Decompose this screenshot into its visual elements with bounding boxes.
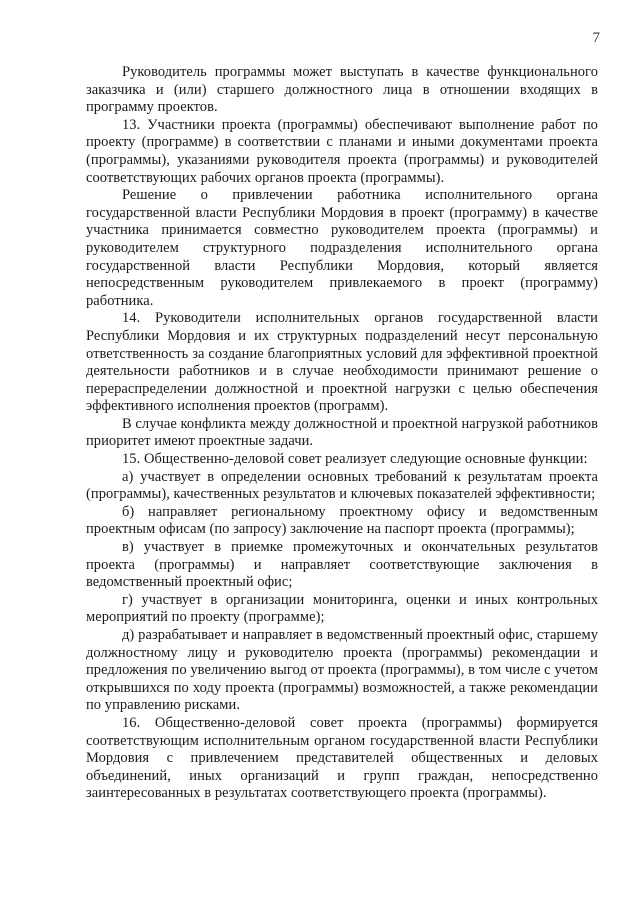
page-number: 7 bbox=[592, 30, 600, 46]
paragraph-13-participants: 13. Участники проекта (программы) обеспечивают выполнение работ по проекту (программе) в соответствии с планами и иными документами проекта (программы), указаниями руководителя проекта (программы) и руководителей соответствующих рабочих органов проекта (программы). bbox=[86, 116, 598, 186]
paragraph-15-item-d: д) разрабатывает и направляет в ведомственный проектный офис, старшему должностному лицу и руководителю проекта (программы) рекомендации и предложения по увеличению выгод от проекта (программы), в том числе с учетом открывшихся по ходу проекта (программы) возможностей, а также рекомендации по управлению рисками. bbox=[86, 627, 598, 714]
paragraph-program-manager: Руководитель программы может выступать в качестве функционального заказчика и (или) старшего должностного лица в отношении входящих в программу проектов. bbox=[86, 64, 598, 116]
paragraph-15-item-a: а) участвует в определении основных требований к результатам проекта (программы), качественных результатов и ключевых показателей эффективности; bbox=[86, 468, 598, 503]
paragraph-13-decision: Решение о привлечении работника исполнительного органа государственной власти Республики Мордовия в проект (программу) в качестве участника принимается совместно руководителем проекта (программы) и руководителем структурного подразделения исполнительного органа государственной власти Республики Мордовия, который является непосредственным руководителем привлекаемого в проект (программу) работника. bbox=[86, 187, 598, 309]
paragraph-15-item-g: г) участвует в организации мониторинга, оценки и иных контрольных мероприятий по проекту (программе); bbox=[86, 591, 598, 626]
paragraph-15-council: 15. Общественно-деловой совет реализует следующие основные функции: bbox=[122, 451, 588, 468]
paragraph-15-item-v: в) участвует в приемке промежуточных и окончательных результатов проекта (программы) и направляет соответствующие заключения в ведомственный проектный офис; bbox=[86, 539, 598, 591]
paragraph-16-formation: 16. Общественно-деловой совет проекта (программы) формируется соответствующим исполнительным органом государственной власти Республики Мордовия с привлечением представителей общественных и деловых объединений, иных организаций и групп граждан, непосредственно заинтересованных в результатах соответствующего проекта (программы). bbox=[86, 714, 598, 802]
paragraph-15-item-b: б) направляет региональному проектному офису и ведомственным проектным офисам (по запросу) заключение на паспорт проекта (программы); bbox=[86, 503, 598, 538]
paragraph-14-conflict: В случае конфликта между должностной и проектной нагрузкой работников приоритет имеют проектные задачи. bbox=[86, 415, 598, 450]
document-body bbox=[86, 64, 598, 803]
paragraph-14-heads: 14. Руководители исполнительных органов государственной власти Республики Мордовия и их структурных подразделений несут персональную ответственность за создание благоприятных условий для эффективной проектной деятельности работников и в случае необходимости принимают решение о перераспределении должностной и проектной нагрузки с целью обеспечения эффективного исполнения проектов (программ). bbox=[86, 310, 598, 415]
